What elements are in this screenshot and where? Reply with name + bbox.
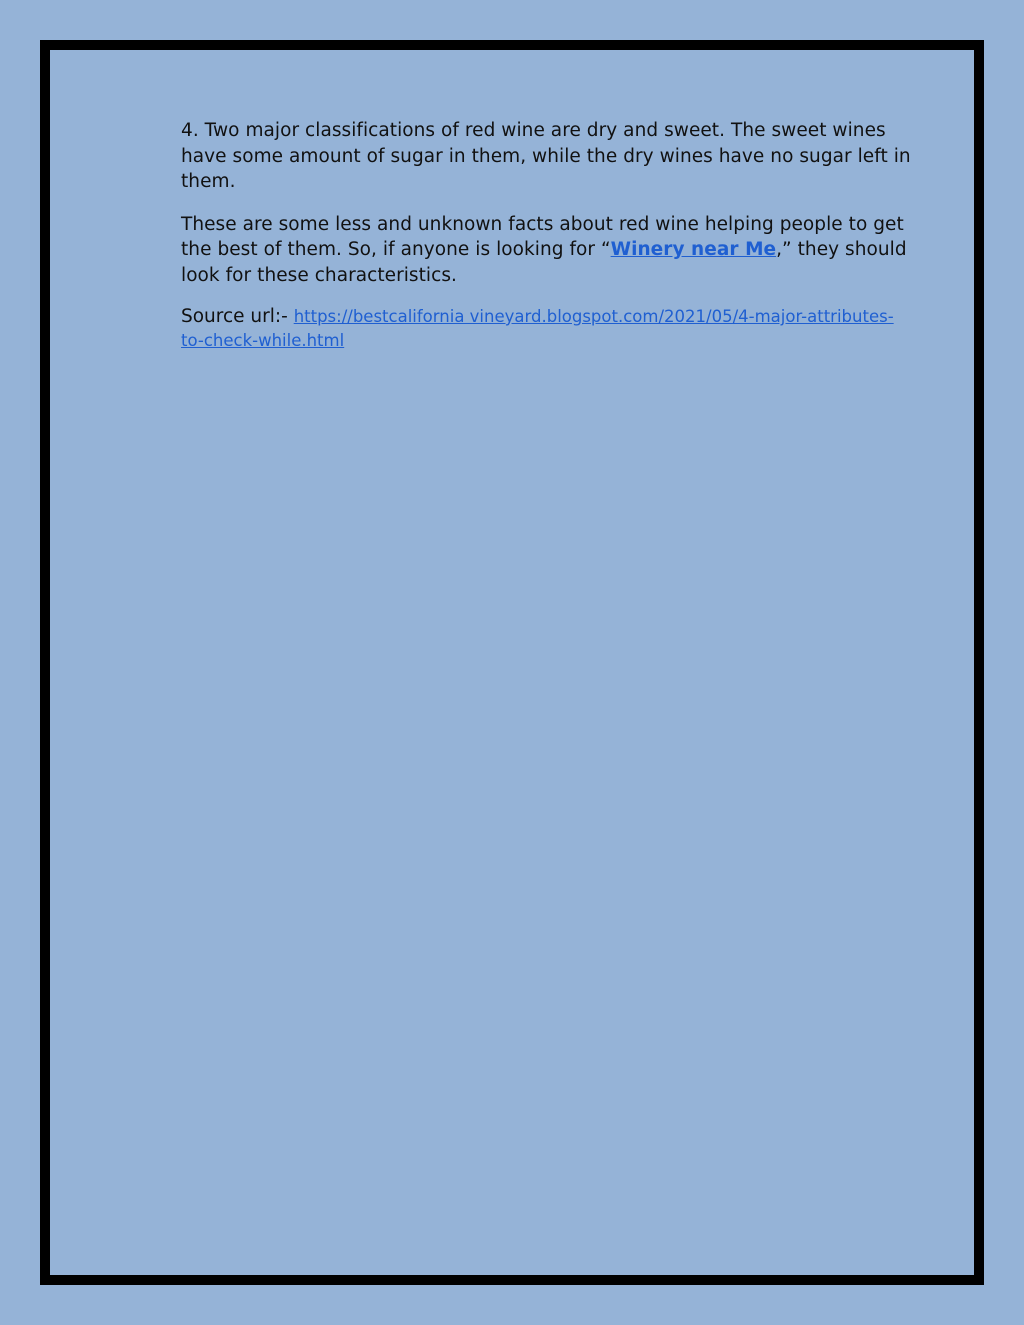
- document-body: [181, 118, 911, 353]
- source-line: [181, 305, 911, 353]
- paragraph-facts-text-after: ,” they should look for these characteristics.: [181, 239, 907, 286]
- page-frame: [40, 40, 984, 1285]
- source-label: Source url:-: [181, 306, 294, 327]
- source-url-link[interactable]: https://bestcalifornia vineyard.blogspot.com/2021/05/4-major-attributes-to-check-while.html: [181, 307, 894, 350]
- paragraph-facts: [181, 212, 911, 289]
- paragraph-classifications: 4. Two major classifications of red wine are dry and sweet. The sweet wines have some amount of sugar in them, while the dry wines have no sugar left in them.: [181, 120, 911, 192]
- paragraph-facts-text-before: These are some less and unknown facts about red wine helping people to get the best of them. So, if anyone is looking for “: [181, 213, 904, 260]
- winery-near-me-link[interactable]: Winery near Me: [610, 239, 777, 260]
